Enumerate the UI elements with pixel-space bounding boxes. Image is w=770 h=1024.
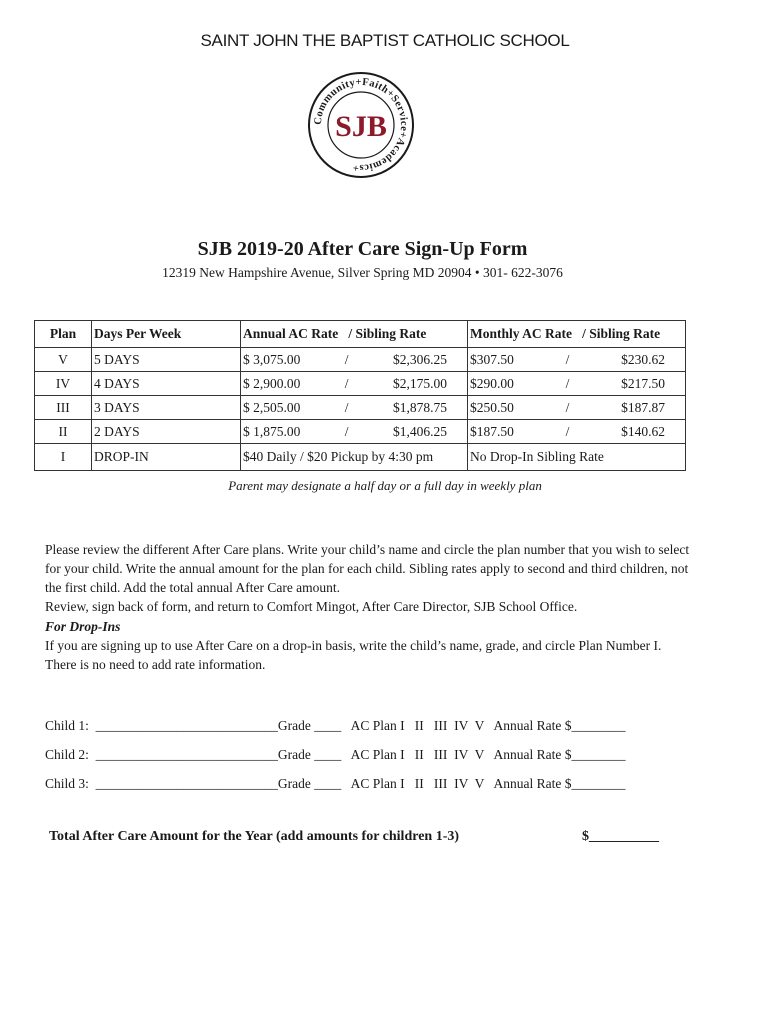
days-cell: 5 DAYS (92, 348, 241, 372)
dropins-instructions: If you are signing up to use After Care on a drop-in basis, write the child’s name, grade, and circle Plan Number I. There is no need to add rate information. (45, 638, 662, 672)
plan-cell: I (35, 444, 92, 471)
table-row (35, 372, 686, 396)
plan-cell: IV (35, 372, 92, 396)
monthly-cell: $290.00 / $217.50 (468, 372, 686, 396)
header-plan: Plan (35, 321, 92, 348)
monthly-cell: $187.50 / $140.62 (468, 420, 686, 444)
child-1-line[interactable]: Child 1: ___________________________Grade ____ AC Plan I II III IV V Annual Rate $________ (45, 718, 626, 733)
school-name: SAINT JOHN THE BAPTIST CATHOLIC SCHOOL (200, 31, 570, 50)
table-row (35, 348, 686, 372)
header-annual: Annual AC Rate / Sibling Rate (241, 321, 468, 348)
rates-table (34, 320, 686, 471)
annual-cell: $ 2,505.00 / $1,878.75 (241, 396, 468, 420)
days-cell: 4 DAYS (92, 372, 241, 396)
annual-cell: $ 3,075.00 / $2,306.25 (241, 348, 468, 372)
table-row (35, 396, 686, 420)
annual-cell: $40 Daily / $20 Pickup by 4:30 pm (241, 444, 468, 471)
instructions-paragraph: Please review the different After Care plans. Write your child’s name and circle the plan number that you wish to select for your child. Write the annual amount for the plan for each child. Sibling rates apply to second and third children, not the first child. Add the total annual After Care amount. (45, 542, 690, 595)
days-cell: DROP-IN (92, 444, 241, 471)
plan-note: Parent may designate a half day or a full day in weekly plan (228, 478, 542, 493)
logo-monogram: SJB (335, 110, 387, 143)
total-label: Total After Care Amount for the Year (add amounts for children 1-3) (49, 829, 460, 844)
plan-cell: III (35, 396, 92, 420)
dropins-heading: For Drop-Ins (45, 619, 121, 634)
monthly-cell: $250.50 / $187.87 (468, 396, 686, 420)
school-logo (306, 70, 416, 180)
school-address: 12319 New Hampshire Avenue, Silver Spring MD 20904 • 301- 622-3076 (162, 265, 563, 280)
days-cell: 3 DAYS (92, 396, 241, 420)
annual-cell: $ 1,875.00 / $1,406.25 (241, 420, 468, 444)
plan-cell: V (35, 348, 92, 372)
return-instructions: Review, sign back of form, and return to Comfort Mingot, After Care Director, SJB School Office. (45, 599, 578, 614)
annual-cell: $ 2,900.00 / $2,175.00 (241, 372, 468, 396)
plan-cell: II (35, 420, 92, 444)
header-monthly: Monthly AC Rate / Sibling Rate (468, 321, 686, 348)
form-title: SJB 2019-20 After Care Sign-Up Form (197, 238, 528, 260)
child-2-line[interactable]: Child 2: ___________________________Grade ____ AC Plan I II III IV V Annual Rate $________ (45, 747, 626, 762)
monthly-cell: No Drop-In Sibling Rate (468, 444, 686, 471)
logo-ring-text: Community+Faith+Service+Academics+ (312, 76, 410, 174)
table-header-row (35, 321, 686, 348)
table-row (35, 420, 686, 444)
total-amount-field[interactable]: $__________ (582, 829, 659, 844)
header-days: Days Per Week (92, 321, 241, 348)
days-cell: 2 DAYS (92, 420, 241, 444)
monthly-cell: $307.50 / $230.62 (468, 348, 686, 372)
table-row-dropin (35, 444, 686, 471)
child-3-line[interactable]: Child 3: ___________________________Grade ____ AC Plan I II III IV V Annual Rate $________ (45, 776, 626, 791)
